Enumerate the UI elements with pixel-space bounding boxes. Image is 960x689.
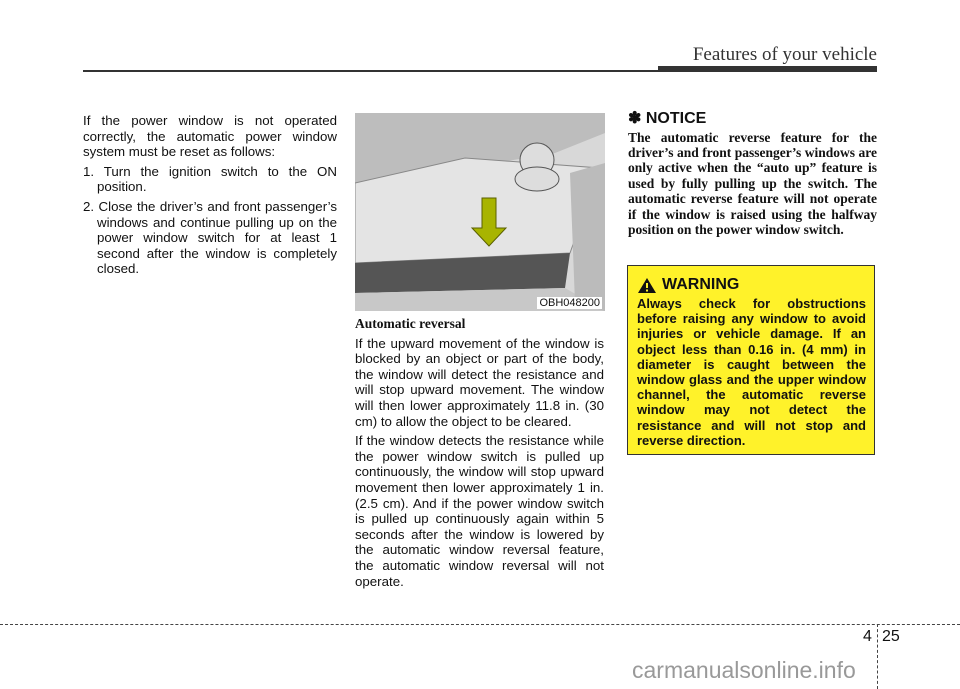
subheading: Automatic reversal bbox=[355, 316, 466, 331]
left-column bbox=[83, 113, 337, 281]
warning-triangle-icon bbox=[637, 277, 657, 294]
middle-column bbox=[355, 316, 604, 593]
chapter-number: 4 bbox=[863, 628, 872, 645]
step-2: 2. Close the driver’s and front passenger’s windows and continue pulling up on the power window switch for at least 1 second after the window is completely closed. bbox=[83, 198, 337, 277]
notice-body: The automatic reverse feature for the driver’s and front passenger’s windows are only active when the “auto up” feature is used by fully pulling up the switch. The automatic reverse feature will not operate if the window is raised using the halfway position on the power window switch. bbox=[628, 129, 877, 238]
watermark: carmanualsonline.info bbox=[632, 657, 856, 683]
notice-symbol-icon: ✽ bbox=[628, 110, 642, 127]
page-number: 25 bbox=[882, 628, 900, 645]
warning-title: WARNING bbox=[662, 276, 740, 293]
footer-divider bbox=[877, 624, 878, 689]
header-rule bbox=[83, 70, 663, 72]
header-bar bbox=[658, 66, 877, 72]
step-1: 1. Turn the ignition switch to the ON position. bbox=[83, 163, 337, 195]
paragraph: If the upward movement of the window is blocked by an object or part of the body, the window will detect the resistance and will stop upward movement. The window will then lower approximately 11.8 in. (30 cm) to allow the object to be cleared. bbox=[355, 335, 604, 429]
warning-body: Always check for obstructions before raising any window to avoid injuries or vehicle damage. If an object less than 0.16 in. (4 mm) in diameter is caught between the window glass and the upper window channel, the automatic reverse window may not detect the resistance and will not stop and reverse direction. bbox=[637, 296, 866, 448]
notice-title: NOTICE bbox=[645, 110, 707, 127]
paragraph: If the window detects the resistance while the power window switch is pulled up continuously, the window will stop upward movement then lower approximately 1 in. (2.5 cm). And if the power window switch is pulled up continuously again within 5 seconds after the window is lowered by the automatic window reversal feature, the automatic window reversal will not operate. bbox=[355, 433, 604, 589]
section-title: Features of your vehicle bbox=[692, 44, 877, 65]
figure-code: OBH048200 bbox=[539, 297, 600, 309]
window-illustration bbox=[355, 113, 605, 311]
notice-box bbox=[628, 111, 877, 237]
intro-text: If the power window is not operated correctly, the automatic power window system must be reset as follows: bbox=[83, 113, 337, 160]
footer-rule bbox=[0, 624, 960, 625]
warning-box bbox=[627, 265, 875, 455]
